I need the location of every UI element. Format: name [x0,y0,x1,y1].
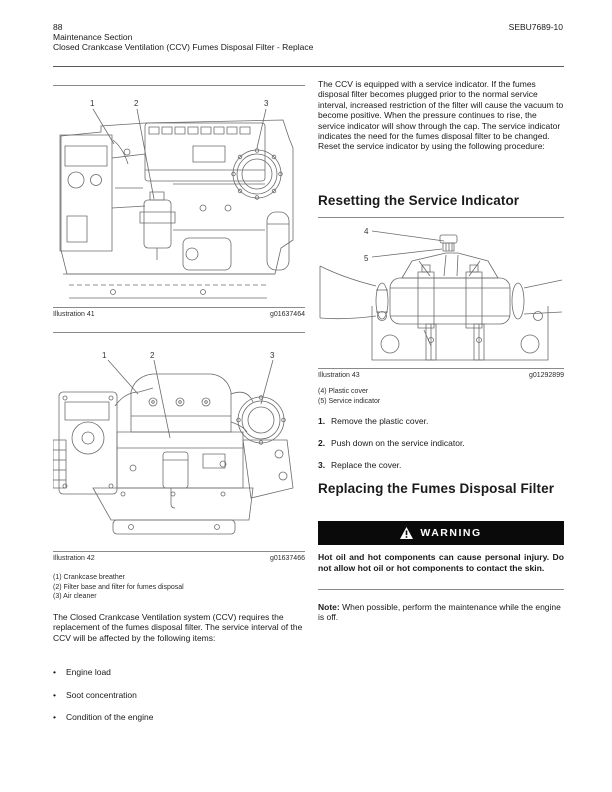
bullet-glyph: • [53,689,56,700]
page-number: 88 [53,22,63,32]
heading-resetting: Resetting the Service Indicator [318,193,520,208]
section-title: Maintenance Section [53,32,133,42]
ccv-factors-list [53,667,305,735]
fig41-callout-2: 2 [134,99,139,108]
list-item [53,712,305,722]
fig42-caption-rule [53,551,305,552]
fig43-leader-5 [372,249,442,257]
fig41-caption-row [53,311,305,318]
step-number: 3. [318,460,326,470]
fig42-label-1: (1) Crankcase breather [53,574,125,581]
step-text: Push down on the service indicator. [331,438,465,448]
fig43-label-5: (5) Service indicator [318,397,381,405]
fig43-label-4: (4) Plastic cover [318,388,369,395]
step-number: 1. [318,416,326,426]
note-paragraph [318,602,564,623]
fig42-leader-1 [108,360,138,394]
fig43-id: g01292899 [528,372,564,379]
step-text: Replace the cover. [331,460,402,470]
fig42-caption: Illustration 42 [53,555,95,562]
doc-code: SEBU7689-10 [508,22,563,32]
bullet-glyph: • [53,667,56,677]
fig42-callout-1: 1 [102,351,107,360]
service-indicator-paragraph: The CCV is equipped with a service indicator. If the fumes disposal filter becomes plugged prior to the normal service interval, increased restriction of the filter will cause the vacuum to become positive. When the pressure continues to rise, the service indicator will show through the cap. The service indicator indicates the need for the fumes disposal filter to be changed. Reset the service indicator by using the following procedure: [318,79,564,152]
fig42-label-2: (2) Filter base and filter for fumes disposal [53,583,184,591]
fig43-top-rule [318,217,564,218]
fig42-top-rule [53,332,305,333]
illustration-43-filter-drawing [318,220,564,366]
step-2 [318,438,564,448]
bullet-text: Condition of the engine [66,712,154,722]
step-number: 2. [318,438,326,448]
bullet-text: Soot concentration [66,689,137,700]
illustration-42-engine-drawing [53,336,305,548]
step-1 [318,416,564,426]
header-rule [53,66,564,67]
fig43-labels [318,387,564,406]
fig43-callout-5: 5 [364,254,369,263]
fig43-caption: Illustration 43 [318,372,360,379]
warning-bottom-rule [318,589,564,590]
reset-procedure-steps [318,416,564,482]
fig41-id: g01637464 [269,311,305,318]
fig43-callout-4: 4 [364,227,369,236]
fig42-caption-row [53,555,305,562]
illustration-41-engine-drawing [53,88,305,306]
warning-text: Hot oil and hot components can cause personal injury. Do not allow hot oil or hot components to contact the skin. [318,552,564,573]
list-item [53,690,305,700]
fig41-caption: Illustration 41 [53,311,95,318]
fig43-caption-row [318,372,564,379]
fig42-callout-3: 3 [270,351,275,360]
fig41-leader-1 [93,109,114,144]
warning-banner [318,521,564,545]
bullet-glyph: • [53,712,56,722]
step-text: Remove the plastic cover. [331,416,429,426]
fig41-caption-rule [53,307,305,308]
fig42-labels [53,573,305,602]
fig43-leader-4 [372,231,444,241]
list-item [53,667,305,677]
fig42-id: g01637466 [269,555,305,562]
note-text: When possible, perform the maintenance while the engine is off. [318,602,561,623]
warning-triangle-icon [400,527,413,539]
fig42-callout-2: 2 [150,351,155,360]
fig43-caption-rule [318,368,564,369]
bullet-text: Engine load [66,667,111,677]
subsection-title: Closed Crankcase Ventilation (CCV) Fumes Disposal Filter - Replace [53,42,314,52]
ccv-intro-paragraph: The Closed Crankcase Ventilation system (CCV) requires the replacement of the fumes disposal filter. The service interval of the CCV will be affected by the following items: [53,612,303,643]
header-left [53,22,313,52]
step-3 [318,460,564,470]
fig41-callout-1: 1 [90,99,95,108]
heading-replacing: Replacing the Fumes Disposal Filter [318,481,555,496]
fig41-top-rule [53,85,305,86]
note-label: Note: [318,602,340,612]
fig42-leader-2 [154,360,170,438]
warning-label: WARNING [420,527,482,539]
fig41-callout-3: 3 [264,99,269,108]
fig42-label-3: (3) Air cleaner [53,593,97,601]
